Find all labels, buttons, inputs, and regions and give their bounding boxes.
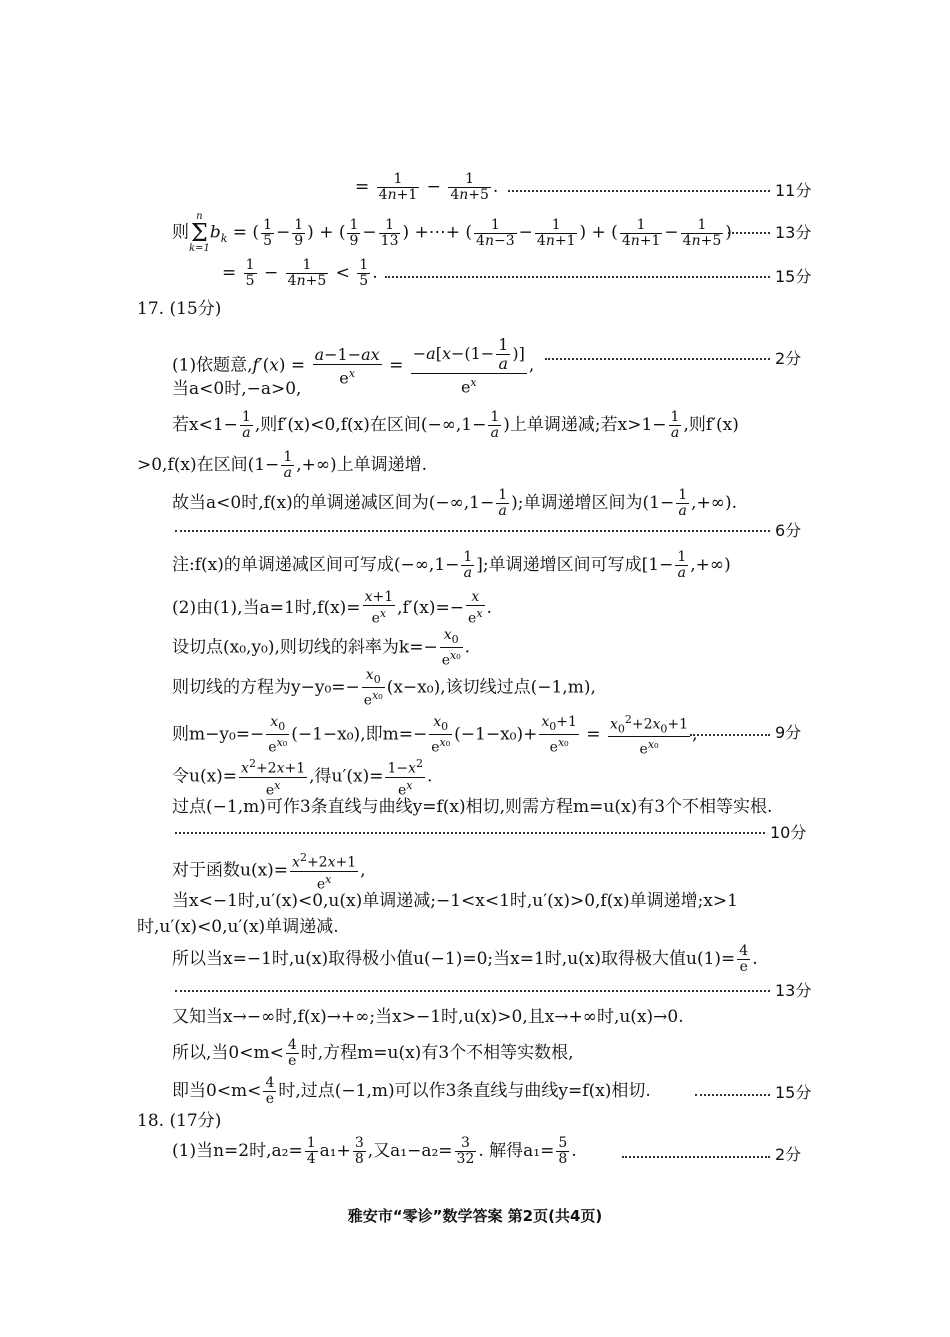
text: 设切点(x₀,y₀),则切线的斜率为k=− (172, 637, 438, 658)
text: ,f′(x)=− (397, 597, 465, 618)
sum-term-line: = $\frac{1}{4n+1}$ − $\frac{1}{4n+5}$ . (355, 171, 499, 203)
text: a₁+ (319, 1141, 351, 1161)
text: 时,过点(−1,m)可以作3条直线与曲线y=f(x)相切. (278, 1081, 651, 1101)
conclusion-line: 故当a<0时,f(x)的单调递减区间为(−∞,1− $\frac{1}{a}$ );单调递增区间为(1− $\frac{1}{a}$ ,+∞). (172, 487, 738, 519)
text: (−1−x₀),即m=− (291, 724, 428, 745)
text: (−1−x₀)+ (454, 724, 538, 745)
text: 注:f(x)的单调递减区间可写成(−∞,1− (172, 555, 460, 575)
q17-number: 17. (137, 299, 165, 319)
limit-line: 又知当x→−∞时,f(x)→+∞;当x>−1时,u(x)>0,且x→+∞时,u(x)→0. (172, 1007, 684, 1027)
tangent-equation-line: 则切线的方程为y−y₀=− $\frac{x_0}{e^{x_0}}$ (x−x₀),该切线过点(−1,m), (172, 667, 596, 709)
text: )上单调递减;若x>1− (503, 415, 667, 435)
q17-points: (15分) (169, 299, 222, 319)
page-footer: 雅安市“零诊”数学答案 第2页(共4页) (347, 1207, 603, 1225)
extremum-line: 所以当x=−1时,u(x)取得极小值u(−1)=0;当x=1时,u(x)取得极大值u(1)= $\frac{4}{e}$ . (172, 943, 758, 975)
text: . 解得a₁= (478, 1141, 555, 1161)
text: ,+∞) (690, 555, 731, 575)
text: (1)依题意, (172, 355, 253, 376)
text: ];单调递增区间可写成[1− (476, 555, 674, 575)
score-13b: 13分 (775, 981, 812, 1000)
note-line: 注:f(x)的单调递减区间可写成(−∞,1− $\frac{1}{a}$ ];单调递增区间可写成[1− $\frac{1}{a}$ ,+∞) (172, 549, 731, 581)
text: ,又a₁−a₂= (367, 1141, 453, 1161)
text: 故当a<0时,f(x)的单调递减区间为(−∞,1− (172, 493, 495, 513)
dot-leader (508, 190, 770, 192)
range-line: 所以,当0<m< $\frac{4}{e}$ 时,方程m=u(x)有3个不相等实数根, (172, 1037, 574, 1069)
dot-leader (695, 1094, 770, 1096)
text: ,+∞). (691, 493, 738, 513)
dot-leader (175, 832, 765, 834)
function-u-line: 对于函数u(x)= $\frac{x^2+2x+1}{e^x}$ , (172, 851, 366, 893)
monotonic-u-line: 当x<−1时,u′(x)<0,u(x)单调递减;−1<x<1时,u′(x)>0,f(x)单调递增;x>1 (172, 891, 738, 911)
text: >0,f(x)在区间(1− (137, 455, 280, 475)
text: 若x<1− (172, 415, 238, 435)
part2-line: (2)由(1),当a=1时,f(x)= $\frac{x+1}{e^x}$ ,f′(x)=− $\frac{x}{e^x}$ . (172, 589, 492, 627)
text: 则m−y₀=− (172, 724, 265, 745)
text: ,+∞)上单调递增. (296, 455, 428, 475)
text: 即当0<m< (172, 1081, 262, 1101)
text: ,则f′(x)<0,f(x)在区间(−∞,1− (254, 415, 487, 435)
q18-header (137, 1110, 221, 1132)
monotonic-line-2: >0,f(x)在区间(1− $\frac{1}{a}$ ,+∞)上单调递增. (137, 449, 428, 481)
text: 则切线的方程为y−y₀=− (172, 677, 360, 698)
q18-part1-line: (1)当n=2时,a₂= $\frac{1}{4}$ a₁+ $\frac{3}{8}$ ,又a₁−a₂= $\frac{3}{32}$ . 解得a₁= $\frac{5}{8}$ . (172, 1135, 577, 1167)
text: 所以,当0<m< (172, 1043, 284, 1063)
text: ,得u′(x)= (309, 766, 384, 787)
text: 对于函数u(x)= (172, 860, 289, 881)
case-line: 当a<0时,−a>0, (172, 379, 302, 399)
q18-number: 18. (137, 1111, 165, 1131)
text: (2)由(1),当a=1时,f(x)= (172, 597, 361, 618)
dot-leader (545, 358, 770, 360)
dot-leader (728, 232, 770, 234)
text: );单调递增区间为(1− (511, 493, 675, 513)
score-15: 15分 (775, 267, 812, 286)
tangent-point-line: 设切点(x₀,y₀),则切线的斜率为k=− $\frac{x_0}{e^{x_0}}$ . (172, 627, 471, 669)
score-2: 2分 (775, 349, 802, 368)
score-10: 10分 (770, 823, 807, 842)
dot-leader (385, 276, 770, 278)
condition-line: 过点(−1,m)可作3条直线与曲线y=f(x)相切,则需方程m=u(x)有3个不相等实根. (172, 797, 773, 817)
final-line: 即当0<m< $\frac{4}{e}$ 时,过点(−1,m)可以作3条直线与曲线y=f(x)相切. (172, 1075, 651, 1107)
m-expression-line: 则m−y₀=− $\frac{x_0}{e^{x_0}}$ (−1−x₀),即m=− $\frac{x_0}{e^{x_0}}$ (−1−x₀)+ $\frac{x_0+1}{e^{x_0}}$ = $\frac{x_0^2+2x_0+1}{e^{x_0}}$ , (172, 713, 698, 759)
dot-leader (622, 1156, 770, 1158)
u-definition-line: 令u(x)= $\frac{x^2+2x+1}{e^x}$ ,得u′(x)= $\frac{1-x^2}{e^x}$ . (172, 757, 433, 799)
text: (1)当n=2时,a₂= (172, 1141, 303, 1161)
monotonic-u-line-2: 时,u′(x)<0,u′(x)单调递减. (137, 917, 339, 937)
q18-points: (17分) (169, 1111, 222, 1131)
text: 令u(x)= (172, 766, 238, 787)
dot-leader (175, 990, 770, 992)
dot-leader (175, 530, 770, 532)
score-11: 11分 (775, 181, 812, 200)
score-6: 6分 (775, 521, 802, 540)
text: 时,方程m=u(x)有3个不相等实数根, (300, 1043, 574, 1063)
q17-header (137, 298, 221, 320)
monotonic-line-1: 若x<1− $\frac{1}{a}$ ,则f′(x)<0,f(x)在区间(−∞,1− $\frac{1}{a}$ )上单调递减;若x>1− $\frac{1}{a}$ ,则f′(x) (172, 409, 739, 441)
text: ,则f′(x) (683, 415, 739, 435)
score-15b: 15分 (775, 1083, 812, 1102)
text: 所以当x=−1时,u(x)取得极小值u(−1)=0;当x=1时,u(x)取得极大值u(1)= (172, 949, 736, 969)
dot-leader (690, 734, 770, 736)
summation-line: 则 n Σ k=1 $b_k$ = ( $\frac{1}{5}$ − $\frac{1}{9}$ ) + ( $\frac{1}{9}$ − $\frac{1}{13}$ ) +⋯+ ( $\frac{1}{4n-3}$ − $\frac{1}{4n+1}$ ) + ( $\frac{1}{4n+1}$ − $\frac{1}{4n+5}$ ) (172, 211, 732, 254)
sum-result-line: = $\frac{1}{5}$ − $\frac{1}{4n+5}$ < $\frac{1}{5}$ . (222, 257, 378, 289)
score-13: 13分 (775, 223, 812, 242)
text: (x−x₀),该切线过点(−1,m), (386, 677, 596, 698)
score-9: 9分 (775, 723, 802, 742)
score-2b: 2分 (775, 1145, 802, 1164)
q17-derivative-line: (1)依题意,f′(x) = $\frac{a-1-ax}{e^x}$ = −a[x−(1− $\frac{1}{a}$ )] $e^x$ , (172, 335, 535, 397)
